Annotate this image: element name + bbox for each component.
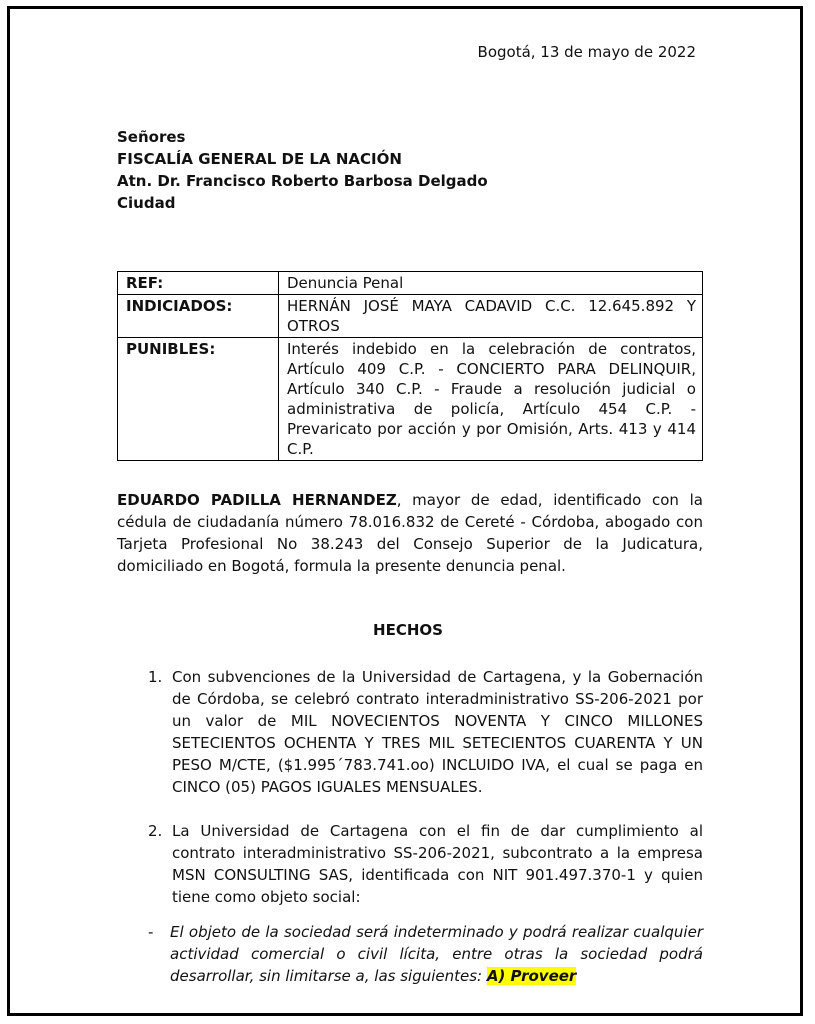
table-row: [118, 272, 703, 295]
quote-body: [140, 921, 703, 987]
complainant-name: EDUARDO PADILLA HERNANDEZ: [117, 491, 397, 509]
letter-date: Bogotá, 13 de mayo de 2022: [477, 43, 696, 61]
list-item: [140, 666, 703, 798]
reference-table: [117, 271, 703, 461]
list-number: 2.: [148, 822, 163, 840]
list-number: 1.: [148, 668, 163, 686]
addressee-city: Ciudad: [117, 194, 176, 212]
list-item: [140, 820, 703, 908]
fact-text: Con subvenciones de la Universidad de Cartagena, y la Gobernación de Córdoba, se celebró contrato interadministrativo SS-206-2021 por un valor de MIL NOVECIENTOS NOVENTA Y CINCO MILLONES SETECIENTOS OCHENTA Y TRES MIL SETECIENTOS CUARENTA Y UN PESO M/CTE, ($1.995´783.741.oo) INCLUIDO IVA, el cual se paga en CINCO (05) PAGOS IGUALES MENSUALES.: [172, 668, 703, 796]
indiciados-value: HERNÁN JOSÉ MAYA CADAVID C.C. 12.645.892 Y OTROS: [279, 295, 703, 338]
addressee-attention: Atn. Dr. Francisco Roberto Barbosa Delgado: [117, 172, 488, 190]
highlighted-text: A) Proveer: [486, 967, 577, 985]
addressee-institution: FISCALÍA GENERAL DE LA NACIÓN: [117, 150, 402, 168]
quote-text: El objeto de la sociedad será indeterminado y podrá realizar cualquier actividad comercial o civil lícita, entre otras la sociedad podrá desarrollar, sin limitarse a, las siguientes:: [170, 923, 703, 985]
bullet-dash: -: [148, 923, 154, 941]
section-heading: HECHOS: [373, 621, 443, 639]
document-page: [7, 6, 803, 1016]
ref-label: REF:: [118, 272, 279, 295]
indiciados-label: INDICIADOS:: [118, 295, 279, 338]
facts-list: [140, 666, 703, 930]
addressee-block: [117, 126, 488, 214]
fact-text: La Universidad de Cartagena con el fin de dar cumplimiento al contrato interadministrativo SS-206-2021, subcontrato a la empresa MSN CONSULTING SAS, identificada con NIT 901.497.370-1 y quien tiene como objeto social:: [172, 822, 703, 906]
punibles-value: Interés indebido en la celebración de contratos, Artículo 409 C.P. - CONCIERTO PARA DELINQUIR, Artículo 340 C.P. - Fraude a resolución judicial o administrativa de policía, Artículo 454 C.P. - Prevaricato por acción y por Omisión, Arts. 413 y 414 C.P.: [279, 338, 703, 461]
ref-value: Denuncia Penal: [279, 272, 703, 295]
quoted-object-clause: [140, 921, 703, 987]
punibles-label: PUNIBLES:: [118, 338, 279, 461]
table-row: [118, 295, 703, 338]
intro-text: , mayor de edad, identificado con la cédula de ciudadanía número 78.016.832 de Cereté - Córdoba, abogado con Tarjeta Profesional No 38.243 del Consejo Superior de la Judicatura, domiciliado en Bogotá, formula la presente denuncia penal.: [117, 491, 703, 575]
intro-paragraph: [117, 489, 703, 577]
table-row: [118, 338, 703, 461]
addressee-salutation: Señores: [117, 128, 186, 146]
